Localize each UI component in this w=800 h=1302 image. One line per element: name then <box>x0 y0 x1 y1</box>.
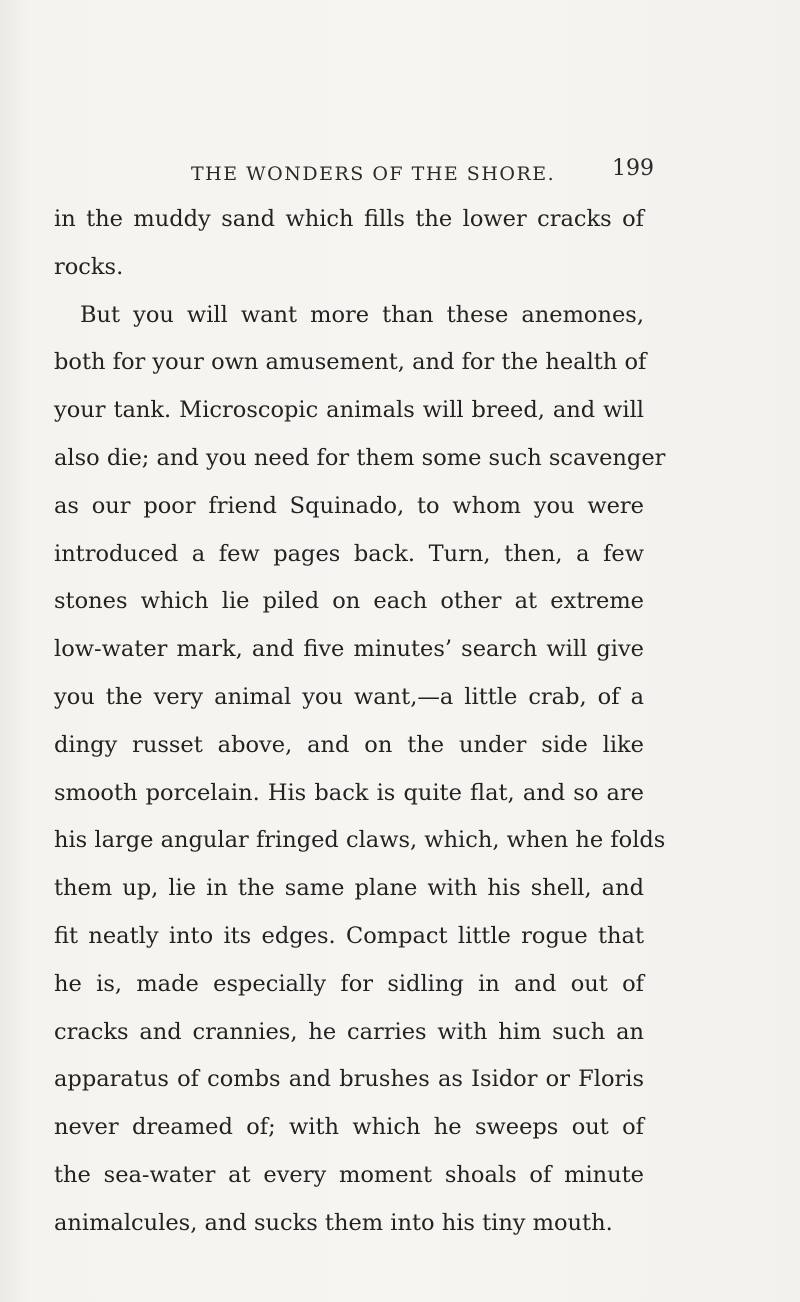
text-line-10: low-water mark, and five minutes’ search will give <box>54 636 644 663</box>
text-line-7: as our poor friend Squinado, to whom you were <box>54 492 644 519</box>
text-line-4: both for your own amusement, and for the health of <box>54 349 647 376</box>
text-line-8: introduced a few pages back. Turn, then, a few <box>54 540 644 567</box>
text-line-22: animalcules, and sucks them into his tiny mouth. <box>54 1209 613 1236</box>
text-line-19: apparatus of combs and brushes as Isidor or Floris <box>54 1066 644 1093</box>
text-line-1: in the muddy sand which fills the lower cracks of <box>54 206 644 232</box>
text-line-11: you the very animal you want,—a little crab, of a <box>54 683 644 710</box>
text-line-12: dingy russet above, and on the under side like <box>54 731 644 758</box>
text-line-6: also die; and you need for them some such scavenger <box>54 444 666 471</box>
body-text <box>54 196 666 1248</box>
text-line-14: his large angular fringed claws, which, when he folds <box>54 827 666 854</box>
text-line-13: smooth porcelain. His back is quite flat, and so are <box>54 779 644 806</box>
text-line-18: cracks and crannies, he carries with him such an <box>54 1018 644 1045</box>
text-line-2: rocks. <box>54 253 124 280</box>
page-number: 199 <box>612 156 654 181</box>
text-line-21: the sea-water at every moment shoals of minute <box>54 1161 644 1188</box>
text-line-16: fit neatly into its edges. Compact little rogue that <box>54 922 644 949</box>
text-line-5: your tank. Microscopic animals will breed, and will <box>54 397 644 424</box>
text-line-15: them up, lie in the same plane with his shell, and <box>54 875 644 902</box>
text-line-20: never dreamed of; with which he sweeps out of <box>54 1114 644 1141</box>
text-line-9: stones which lie piled on each other at extreme <box>54 588 644 615</box>
text-line-17: he is, made especially for sidling in and out of <box>54 970 644 997</box>
text-line-3: But you will want more than these anemones, <box>80 301 644 328</box>
running-header: THE WONDERS OF THE SHORE. <box>191 163 556 185</box>
